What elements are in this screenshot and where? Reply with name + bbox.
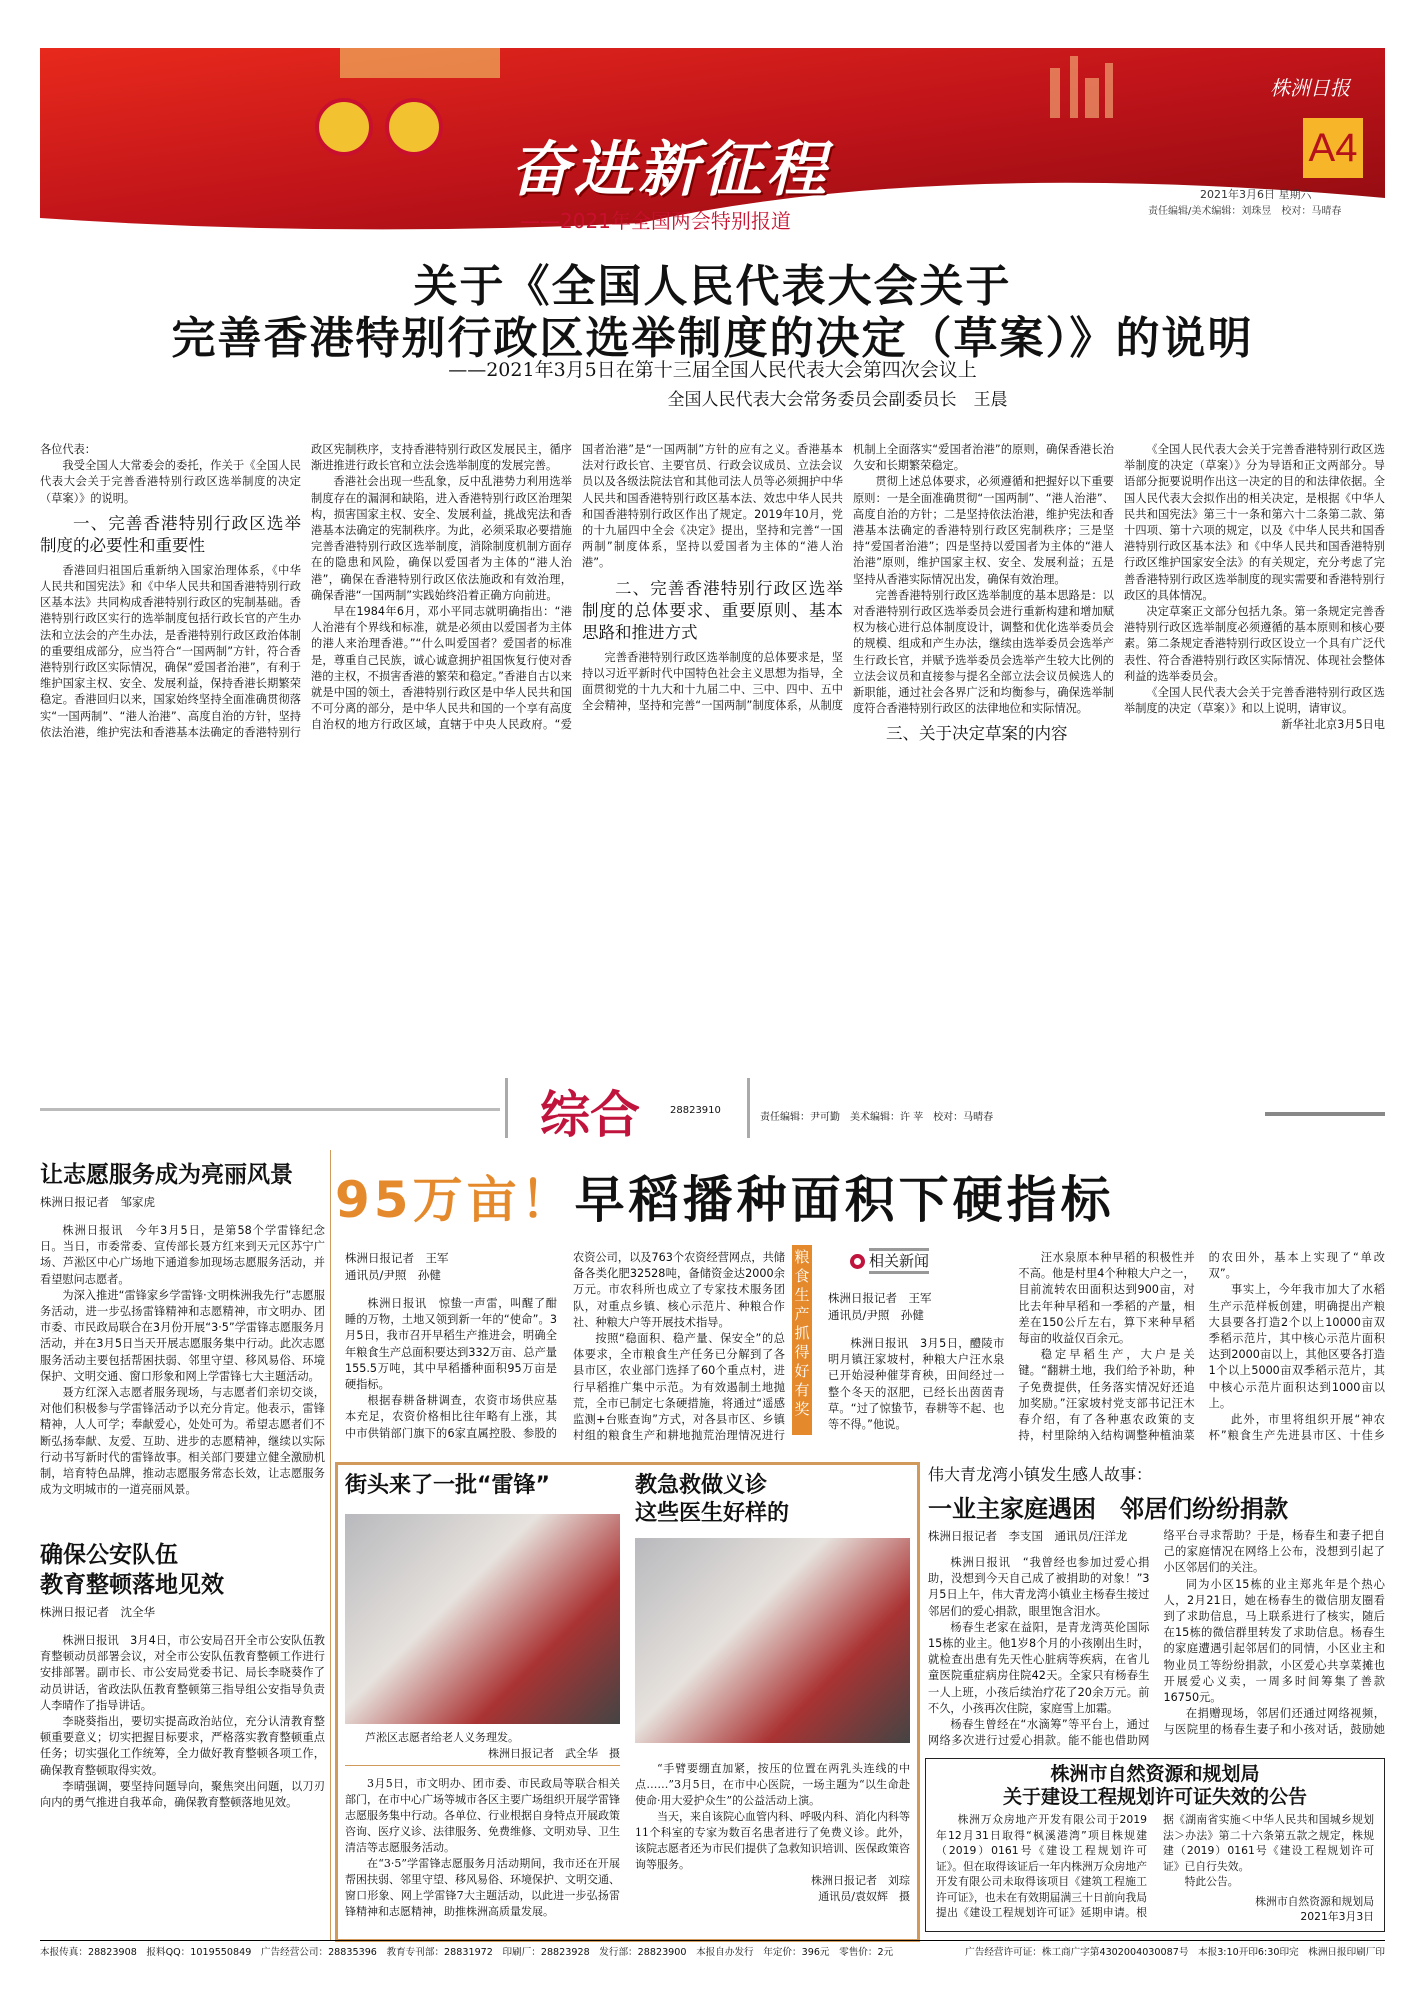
byline: 通讯员/尹照 孙健: [828, 1308, 924, 1322]
photo-story-volunteers: [345, 1472, 620, 1920]
article-title: 一业主家庭遇困 邻居们纷纷捐款: [928, 1494, 1288, 1523]
related-news-body: [828, 1250, 1385, 1450]
lead-title-line1: 关于《全国人民代表大会关于: [413, 261, 1012, 312]
newspaper-logo: 株洲日报: [1270, 76, 1350, 100]
notice-title-line2: 关于建设工程规划许可证失效的公告: [1002, 1786, 1307, 1808]
paragraph: 完善香港特别行政区选举制度的总体要求是，坚持以习近平新时代中国特色社会主义思想为指导，全面贯彻党的十九大和十九届二中、三中、四中、五中全会精神，坚持和完善“一国两制”制度体系，从制度机制上全面落实“爱国者治港”的原则，确保香港长治久安和长期繁荣稳定。: [582, 443, 1114, 713]
paragraph: 株洲日报讯 今年3月5日，是第58个学雷锋纪念日。当日，市委常委、宣传部长聂方红来到天元区苏宁广场、芦淞区中心广场地下通道参加现场志愿服务活动，并看望慰问志愿者。: [40, 1224, 325, 1286]
paragraph: 在捐赠现场，邻居们还通过网络视频，与医院里的杨春生妻子和小孩对话，鼓励她: [1163, 1707, 1385, 1737]
paragraph: 株洲日报讯 3月5日，醴陵市明月镇汪家坡村，种粮大户汪水泉已开始浸种催芽育秧，田间经过一整个冬天的沤肥，已经长出茵茵青草。“过了惊蛰节，春耕等不起、也等不得。”他说。: [828, 1337, 1005, 1432]
paragraph: 杨春生曾经在“水滴筹”等平台上，通过网络多次进行过爱心捐款。能不能也借助网络平台寻求帮助？于是，杨春生和妻子把自己的家庭情况在网络上公布，没想到引起了小区邻居们的关注。: [928, 1529, 1385, 1748]
main-article-body: [345, 1250, 785, 1450]
footer-printing: 广告经营许可证：株工商广字第4302004030087号 本报3:10开印6:30印完 株洲日报印刷厂印: [965, 1947, 1385, 1958]
section-heading: 三、关于决定草案的内容: [886, 724, 1068, 744]
paragraph: 为深入推进“雷锋家乡学雷锋·文明株洲我先行”志愿服务活动，进一步弘扬雷锋精神和志愿精神，市文明办、团市委、市民政局联合在3月份开展“3·5”学雷锋志愿服务月活动，并在3月5日当天开展志愿服务集中行动。此次志愿服务活动主要包括帮困扶弱、邻里守望、移风易俗、环境保护、文明交通、窗口形象和网上学雷锋七大主题活动。: [40, 1288, 325, 1383]
notice-title-line1: 株洲市自然资源和规划局: [1050, 1763, 1260, 1785]
salutation: 各位代表：: [40, 443, 96, 456]
cppcc-emblem: [385, 98, 443, 156]
byline: 株洲日报记者 邹家虎: [40, 1195, 155, 1209]
photo-credit: 株洲日报记者 刘琮: [811, 1874, 910, 1887]
paragraph: 事实上，今年我市加大了水稻生产示范样板创建，明确提出产粮大县要各打造2个以上10000亩双季稻示范片，其中核心示范片面积达到2000亩以上，其他区要各打造1个以上5000亩双季稻示范片，其中核心示范片面积达到1000亩以上。: [1208, 1283, 1385, 1410]
paragraph: 3月5日，市文明办、团市委、市民政局等联合相关部门，在市中心广场等城市各区主要广场组织开展学雷锋志愿服务集中行动。各单位、行业根据自身特点开展政策咨询、医疗义诊、法律服务、免费维修、文明劝导、卫生清洁等志愿服务活动。: [345, 1777, 620, 1854]
issue-date: 2021年3月6日 星期六: [1200, 188, 1312, 201]
byline: 株洲日报记者 王军: [345, 1251, 449, 1265]
paragraph: 特此公告。: [1184, 1875, 1239, 1888]
paragraph: 株洲日报讯 惊蛰一声雷，叫醒了酣睡的万物，土地又领到新一年的“使命”。3月5日，我市召开早稻生产推进会，明确全年粮食生产总面积要达到332万亩、总产量155.5万吨，其中早稻播种面积95万亩是硬指标。: [345, 1297, 557, 1392]
notice-body: [926, 1809, 1384, 1925]
section-editors: 责任编辑：尹可勤 美术编辑：许 苹 校对：马晴春: [760, 1112, 994, 1123]
paragraph: 完善香港特别行政区选举制度的基本思路是：以对香港特别行政区选举委员会进行重新构建和增加赋权为核心进行总体制度设计，调整和优化选举委员会的规模、组成和产生办法，继续由选举委员会选举产生行政长官，并赋予选举委员会选举产生较大比例的立法会议员和直接参与提名全部立法会议员候选人的新职能，通过社会各界广泛和均衡参与，确保选举制度符合香港特别行政区的法律地位和实际情况。: [853, 588, 1114, 716]
article-kicker: 伟大青龙湾小镇发生感人故事：: [928, 1465, 1153, 1484]
footer-rule: [40, 1940, 1385, 1941]
article-police: [40, 1540, 325, 1935]
paragraph: 株洲日报讯 “我曾经也参加过爱心捐助，没想到今天自己成了被捐助的对象！”3月5日上午，伟大青龙湾小镇业主杨春生接过邻居们的爱心捐款，眼里饱含泪水。: [928, 1556, 1150, 1618]
paragraph: 《全国人民代表大会关于完善香港特别行政区选举制度的决定（草案）》分为导语和正文两部分。导语部分扼要说明作出这一决定的目的和法律依据。全国人民代表大会拟作出的相关决定，是根据《中华人民共和国宪法》第三十一条和第六十二条第二款、第十四项、第十六项的规定，以及《中华人民共和国香港特别行政区基本法》和《中华人民共和国香港特别行政区维护国家安全法》的有关规定，充分考虑了完善香港特别行政区选举制度的现实需要和香港特别行政区的具体情况。: [1124, 443, 1385, 602]
photo-caption: 芦淞区志愿者给老人义务理发。: [365, 1731, 519, 1744]
headline-number: 95万亩！: [335, 1171, 575, 1229]
lead-title-line2: 完善香港特别行政区选举制度的决定（草案）》的说明: [171, 313, 1254, 364]
paragraph: 稳定早稻生产，大户是关键。“翻耕土地，我们给予补助，种子免费提供，任务落实情况好还追加奖励。”汪家坡村党支部书记汪木春介绍，有了各种惠农政策的支持，村里除纳入结构调整种植油菜的农田外，基本上实现了“单改双”。: [1018, 1251, 1385, 1443]
page-number-badge: A4: [1303, 118, 1363, 178]
section-heading: 二、完善香港特别行政区选举制度的总体要求、重要原则、基本思路和推进方式: [582, 578, 843, 642]
paragraph: 李晓葵指出，要切实提高政治站位，充分认清教育整顿重要意义；切实把握目标要求，严格落实教育整顿重点任务；切实强化工作统筹，全力做好教育整顿各项工作，确保教育整顿取得实效。: [40, 1715, 325, 1777]
paragraph: 此外，市里将组织开展“神农杯”粮食生产先进县市区、十佳乡: [1208, 1413, 1385, 1443]
column-rule: [330, 1150, 331, 1940]
paragraph: 当天，来自该院心血管内科、呼吸内科、消化内科等11个科室的专家为数百名患者进行了免费义诊。此外，该院志愿者还为市民们提供了急救知识培训、医保政策咨询等服务。: [635, 1810, 910, 1871]
paragraph: 聂方红深入志愿者服务现场，与志愿者们亲切交谈，对他们积极参与学雷锋活动予以充分肯定。他表示，雷锋精神，人人可学；奉献爱心，处处可为。希望志愿者们不断弘扬奉献、友爱、互助、进步的志愿精神，继续以实际行动书写新时代的雷锋故事。相关部门要建立健全激励机制，培育特色品牌，推动志愿服务常态长效，让志愿服务成为文明城市的一道亮丽风景。: [40, 1386, 325, 1497]
byline: 株洲日报记者 王军: [828, 1291, 932, 1305]
paragraph: 杨春生老家在益阳，是青龙湾英伦国际15栋的业主。他1岁8个月的小孩刚出生时，就检查出患有先天性心脏病等疾病，在省儿童医院重症病房住院42天。全家只有杨春生一人上班，小孩后续治疗花了20余万元。前不久，小孩再次住院，家庭雪上加霜。: [928, 1620, 1150, 1715]
photo-credit: 株洲日报记者 武全华 摄: [345, 1746, 620, 1766]
related-news-label: 相关新闻: [850, 1250, 929, 1271]
footer: [40, 1944, 1385, 1958]
byline: 株洲日报记者 李支国 通讯员/汪洋龙: [928, 1529, 1128, 1543]
cpr-training-photo: [635, 1538, 910, 1743]
paragraph: 香港社会出现一些乱象，反中乱港势力利用选举制度存在的漏洞和缺陷，进入香港特别行政区治理架构，损害国家主权、安全、发展利益，挑战宪法和香港基本法确定的宪制秩序。为此，必须采取必要措施完善香港特别行政区选举制度，消除制度机制方面存在的隐患和风险，确保以爱国者为主体的“港人治港”，确保在香港特别行政区依法施政和有效治理，确保香港“一国两制”实践始终沿着正确方向前进。: [311, 475, 572, 602]
photo-credit: 通讯员/袁奴辉 摄: [818, 1890, 910, 1903]
byline: 通讯员/尹照 孙健: [345, 1268, 441, 1282]
byline: 株洲日报记者 沈全华: [40, 1605, 155, 1619]
section-phone: 28823910: [670, 1105, 721, 1116]
national-emblem: [315, 98, 373, 156]
section-title: 综合: [540, 1086, 640, 1144]
public-notice: [925, 1758, 1385, 1932]
paragraph: 早在1984年6月，邓小平同志就明确指出：“港人治港有个界线和标准，就是必须由以爱国者为主体的港人来治理香港。”“什么叫爱国者？爱国者的标准是，尊重自己民族，诚心诚意拥护祖国恢复行使对香港的主权，不损害香港的繁荣和稳定。”香港自古以来就是中国的领土，香港特别行政区是中华人民共和国不可分离的部分，是中华人民共和国的一个享有高度自治权的地方行政区域，直辖于中央人民政府。“爱国者治港”是“一国两制”方针的应有之义。香港基本法对行政长官、主要官员、行政会议成员、立法会议员以及各级法院法官和其他司法人员等必须拥护中华人民共和国香港特别行政区基本法、效忠中华人民共和国香港特别行政区作出了规定。2019年10月，党的十九届四中全会《决定》提出，坚持和完善“一国两制”制度体系，坚持以爱国者为主体的“港人治港”。: [311, 443, 843, 732]
paragraph: 株洲日报讯 3月4日，市公安局召开全市公安队伍教育整顿动员部署会议，对全市公安队伍教育整顿工作进行安排部署。副市长、市公安局党委书记、局长李晓葵作了动员讲话，省政法队伍教育整顿第三指导组公安指导负责人李晴作了指导讲话。: [40, 1634, 325, 1712]
article-volunteer: [40, 1160, 325, 1498]
volunteer-haircut-photo: [345, 1514, 620, 1724]
footer-contacts: 本报传真：28823908 报料QQ：1019550849 广告经营公司：28835396 教育专刊部：28831972 印刷厂：28823928 发行部：28823900 本报自办发行 年定价：396元 零售价：2元: [40, 1947, 894, 1958]
notice-date: 2021年3月3日: [1300, 1910, 1374, 1923]
paragraph: 《全国人民代表大会关于完善香港特别行政区选举制度的决定（草案）》和以上说明，请审议。: [1124, 686, 1385, 716]
paragraph: 我受全国人大常委会的委托，作关于《全国人民代表大会关于完善香港特别行政区选举制度的决定（草案）》的说明。: [40, 459, 301, 505]
paragraph: “手臂要绷直加紧，按压的位置在两乳头连线的中点……”3月5日，在市中心医院，一场主题为“以生命赴使命·用大爱护众生”的公益活动上演。: [635, 1762, 910, 1807]
photo-title: 街头来了一批“雷锋”: [345, 1473, 550, 1498]
paragraph: 李晴强调，要坚持问题导向，聚焦突出问题，以刀刃向内的勇气推进自我革命，确保教育整顿落地见效。: [40, 1779, 325, 1810]
photo-title-line2: 这些医生好样的: [635, 1501, 790, 1526]
divider: [40, 1108, 500, 1111]
masthead-title: 奋进新征程: [510, 135, 830, 205]
paragraph: 决定草案正文部分包括九条。第一条规定完善香港特别行政区选举制度必须遵循的基本原则和核心要素。第二条规定香港特别行政区设立一个具有广泛代表性、符合香港特别行政区实际情况、体现社会整体利益的选举委员会。: [1124, 605, 1385, 683]
photo-story-doctors: [635, 1472, 910, 1905]
paragraph: 根据春耕备耕调查，农资市场供应基本充足，农资价格相比往年略有上涨，其中市供销部门旗下的6家直属控股、参股的农资公司，以及763个农资经营网点，共储备各类化肥32528吨，备储资金达2000余万元。市农科所也成立了专家技术服务团队，对重点乡镇、核心示范片、种粮合作社、种粮大户等开展技术指导。: [345, 1251, 785, 1440]
article-title-line1: 确保公安队伍: [40, 1542, 178, 1568]
masthead-subtitle: ——2021年全国两会特别报道: [520, 209, 791, 233]
paragraph: 株洲万众房地产开发有限公司于2019年12月31日取得“枫溪港湾”项目株规建（2019）0161号《建设工程规划许可证》。但在取得该证后一年内株洲万众房地产开发有限公司未取得该项目《建筑工程施工许可证》，也未在有效期届满三十日前向我局提出《建设工程规划许可证》延期申请。根据《湖南省实施＜中华人民共和国城乡规划法＞办法》第二十六条第五款之规定，株规建（2019）0161号《建设工程规划许可证》已自行失效。: [936, 1813, 1374, 1919]
paragraph: 香港回归祖国后重新纳入国家治理体系，《中华人民共和国宪法》和《中华人民共和国香港特别行政区基本法》共同构成香港特别行政区的宪制基础。香港特别行政区实行的选举制度包括行政长官的产生办法和立法会的产生办法，是香港特别行政区政治体制的重要组成部分，应当符合“一国两制”方针，符合香港特别行政区实际情况，确保“爱国者治港”，有利于维护国家主权、安全、发展利益，保持香港长期繁荣稳定。香港回归以来，国家始终坚持全面准确贯彻落实“一国两制”、“港人治港”、高度自治的方针，坚持依法治港，维护宪法和香港基本法确定的香港特别行政区宪制秩序，支持香港特别行政区发展民主，循序渐进推进行政长官和立法会选举制度的发展完善。: [40, 443, 572, 739]
paragraph: 同为小区15栋的业主郑兆年是个热心人，2月21日，她在杨春生的微信朋友圈看到了求助信息，马上联系进行了核实，随后在15栋的微信群里转发了求助信息。杨春生的家庭遭遇引起邻居们的同情，小区业主和物业员工等纷纷捐款，小区爱心共享菜摊也开展爱心义卖，一周多时间筹集了善款16750元。: [1163, 1577, 1385, 1705]
photo-title-line1: 教急救做义诊: [635, 1473, 768, 1498]
article-title-line2: 教育整顿落地见效: [40, 1572, 224, 1598]
paragraph: 汪水泉原本种早稻的积极性并不高。他是村里4个种粮大户之一，目前流转农田面积达到900亩，对比去年种早稻和一季稻的产量，相差在150公斤左右，算下来种早稻每亩的收益仅百余元。: [1018, 1251, 1195, 1346]
main-headline: [335, 1160, 1115, 1232]
lead-author: 全国人民代表大会常务委员会副委员长 王晨: [667, 390, 1008, 410]
notice-signature: 株洲市自然资源和规划局: [1255, 1894, 1374, 1908]
masthead-editors: 责任编辑/美术编辑：刘珠昱 校对：马晴春: [1148, 206, 1342, 217]
article-title: 让志愿服务成为亮丽风景: [40, 1162, 293, 1188]
paragraph: 在“3·5”学雷锋志愿服务月活动期间，我市还在开展帮困扶弱、邻里守望、移风易俗、环境保护、文明交通、窗口形象、网上学雷锋7大主题活动，以此进一步弘扬雷锋精神和志愿精神，助推株洲高质量发展。: [345, 1857, 620, 1918]
lead-body: [40, 442, 1385, 1062]
dateline: 新华社北京3月5日电: [1281, 718, 1385, 732]
section-heading: 一、完善香港特别行政区选举制度的必要性和重要性: [40, 513, 301, 555]
paragraph: 按照“稳面积、稳产量、保安全”的总体要求，全市粮食生产任务已分解到了各县市区，农业部门选择了60个重点村，进行早稻推广集中示范。为有效遏制土地抛荒，全市已制定七条硬措施，将通过“遥感监测+台账查询”方式，对各县市区、乡镇村组的粮食生产和耕地抛荒治理情况进行: [573, 1332, 785, 1443]
side-tag: 粮食生产抓得好 有奖: [792, 1245, 812, 1435]
divider: [1265, 1112, 1385, 1116]
lead-subtitle: ——2021年3月5日在第十三届全国人民代表大会第四次会议上: [448, 359, 977, 381]
article-donation: [928, 1462, 1385, 1752]
paragraph: 贯彻上述总体要求，必须遵循和把握好以下重要原则：一是全面准确贯彻“一国两制”、“港人治港”、高度自治的方针；二是坚持依法治港，维护宪法和香港基本法确定的香港特别行政区宪制秩序；三是坚持“爱国者治港”；四是坚持以爱国者为主体的“港人治港”原则，维护国家主权、安全、发展利益；五是坚持从香港实际情况出发，确保有效治理。: [853, 475, 1114, 586]
headline-text: 早稻播种面积下硬指标: [574, 1171, 1115, 1229]
